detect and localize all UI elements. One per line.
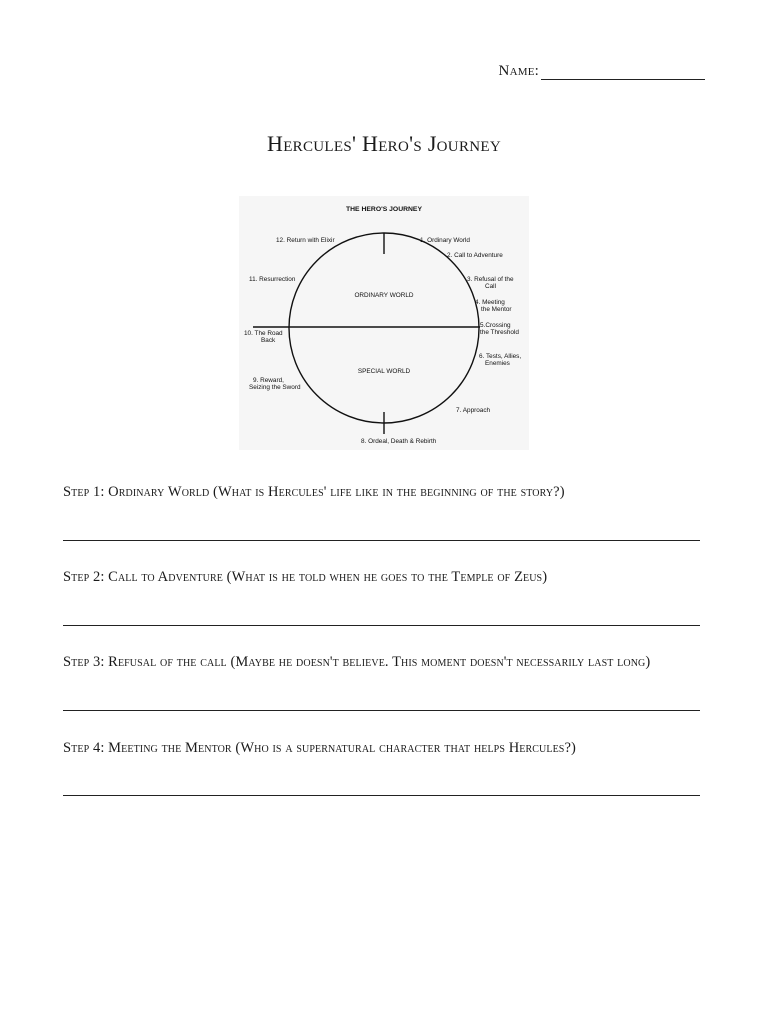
- stage-1: 1. Ordinary World: [420, 237, 470, 244]
- stage-5-line2: the Threshold: [480, 329, 519, 336]
- stage-12: 12. Return with Elixir: [276, 237, 335, 244]
- heros-journey-svg: [239, 196, 529, 450]
- stage-9-line2: Seizing the Sword: [249, 384, 301, 391]
- stage-6-line1: 6. Tests, Allies,: [479, 353, 522, 360]
- stage-10-line2: Back: [261, 337, 276, 344]
- question-step-1: Step 1: Ordinary World (What is Hercules' life like in the beginning of the story?): [63, 484, 565, 500]
- stage-8: 8. Ordeal, Death & Rebirth: [361, 438, 437, 445]
- name-field[interactable]: [499, 63, 705, 80]
- stage-4-line1: 4. Meeting: [475, 299, 505, 306]
- stage-11: 11. Resurrection: [249, 276, 296, 283]
- stage-7: 7. Approach: [456, 407, 491, 414]
- heros-journey-diagram: [239, 196, 529, 450]
- stage-4-line2: the Mentor: [481, 306, 512, 313]
- stage-3-line2: Call: [485, 283, 497, 290]
- journey-circle: [289, 233, 479, 423]
- diagram-heading: THE HERO'S JOURNEY: [345, 206, 423, 213]
- answer-line-step-3[interactable]: [63, 710, 700, 711]
- name-label: Name:: [498, 63, 539, 79]
- stage-10-line1: 10. The Road: [244, 330, 283, 337]
- question-step-4: Step 4: Meeting the Mentor (Who is a supernatural character that helps Hercules?): [63, 740, 576, 756]
- question-step-2: Step 2: Call to Adventure (What is he told when he goes to the Temple of Zeus): [63, 569, 548, 585]
- ordinary-world-label: ORDINARY WORLD: [354, 292, 414, 299]
- stage-9-line1: 9. Reward,: [253, 377, 284, 384]
- question-step-3: Step 3: Refusal of the call (Maybe he doesn't believe. This moment doesn't necessarily last long): [63, 654, 651, 670]
- stage-5-line1: 5.Crossing: [480, 322, 511, 329]
- stage-2: 2. Call to Adventure: [447, 252, 503, 259]
- stage-3-line1: 3. Refusal of the: [467, 276, 514, 283]
- answer-line-step-4[interactable]: [63, 795, 700, 796]
- name-blank-line[interactable]: [541, 63, 705, 80]
- answer-line-step-2[interactable]: [63, 625, 700, 626]
- page-title: Hercules' Hero's Journey: [267, 131, 501, 156]
- special-world-label: SPECIAL WORLD: [357, 368, 411, 375]
- answer-line-step-1[interactable]: [63, 540, 700, 541]
- stage-6-line2: Enemies: [485, 360, 510, 367]
